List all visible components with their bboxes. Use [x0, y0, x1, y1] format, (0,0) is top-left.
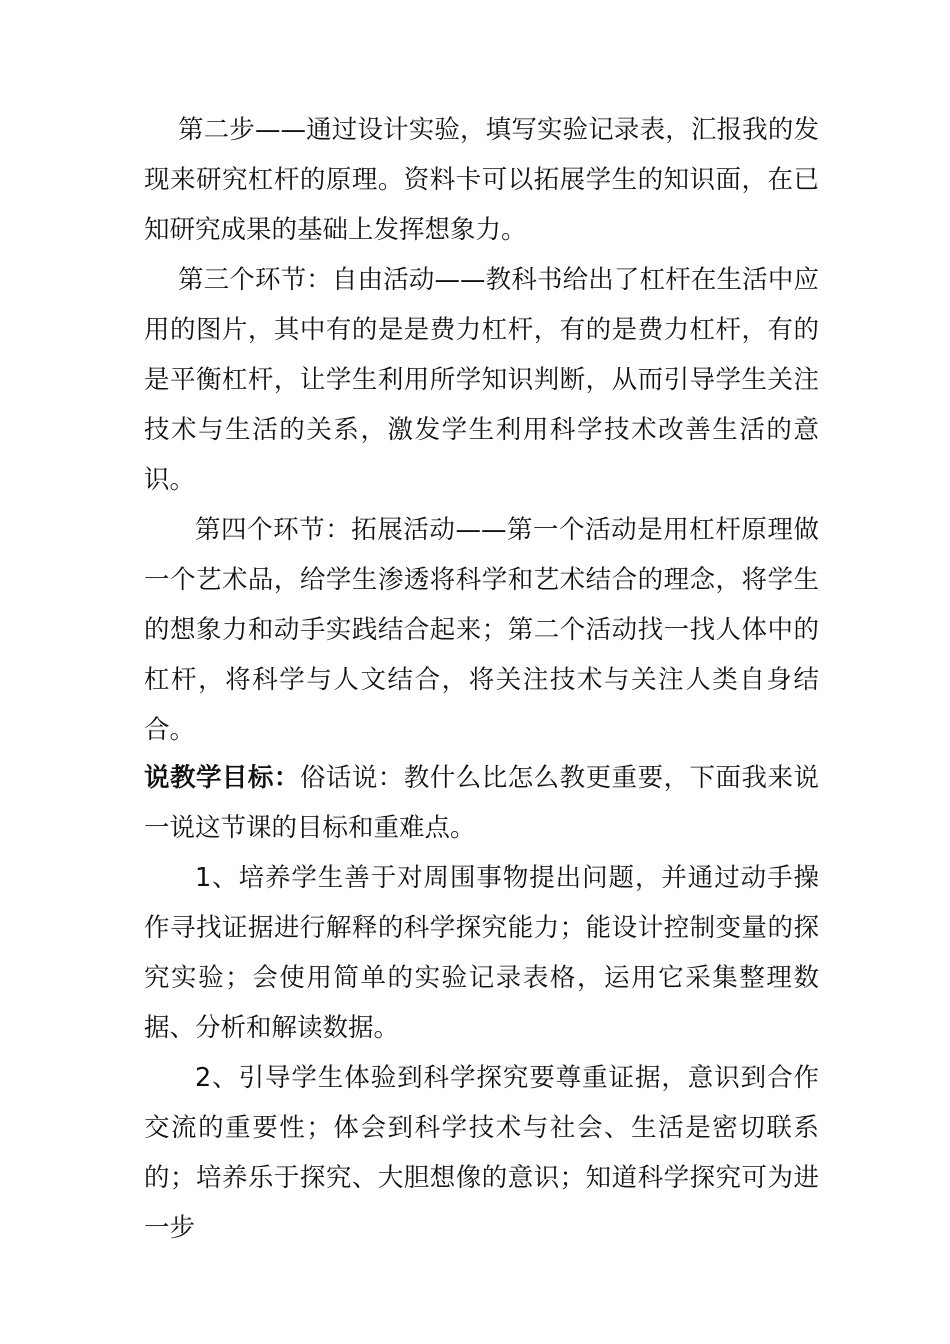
- paragraph-step-four: [144, 505, 819, 755]
- paragraph-teaching-goals: [144, 753, 819, 853]
- paragraph-step-three: [144, 255, 819, 505]
- paragraph-text: 俗话说：教什么比怎么教更重要，下面我来说一说这节课的目标和重难点。: [144, 763, 819, 843]
- paragraph-text: 第四个环节：拓展活动——第一个活动是用杠杆原理做一个艺术品，给学生渗透将科学和艺术结合的理念，将学生的想象力和动手实践结合起来；第二个活动找一找人体中的杠杆，将科学与人文结合，将关注技术与关注人类自身结合。: [144, 515, 819, 745]
- paragraph-goal-one: [144, 853, 819, 1053]
- paragraph-step-two: [144, 105, 819, 255]
- paragraph-text: 第三个环节：自由活动——教科书给出了杠杆在生活中应用的图片，其中有的是是费力杠杆，有的是费力杠杆，有的是平衡杠杆，让学生利用所学知识判断，从而引导学生关注技术与生活的关系，激发学生利用科学技术改善生活的意识。: [144, 265, 819, 495]
- paragraph-goal-two: [144, 1053, 819, 1253]
- section-heading: 说教学目标：: [144, 763, 300, 793]
- paragraph-text: 1、培养学生善于对周围事物提出问题，并通过动手操作寻找证据进行解释的科学探究能力；能设计控制变量的探究实验；会使用简单的实验记录表格，运用它采集整理数据、分析和解读数据。: [144, 863, 819, 1043]
- paragraph-text: 2、引导学生体验到科学探究要尊重证据，意识到合作交流的重要性；体会到科学技术与社会、生活是密切联系的；培养乐于探究、大胆想像的意识；知道科学探究可为进一步: [144, 1063, 819, 1243]
- paragraph-text: 第二步——通过设计实验，填写实验记录表，汇报我的发现来研究杠杆的原理。资料卡可以拓展学生的知识面，在已知研究成果的基础上发挥想象力。: [144, 115, 819, 245]
